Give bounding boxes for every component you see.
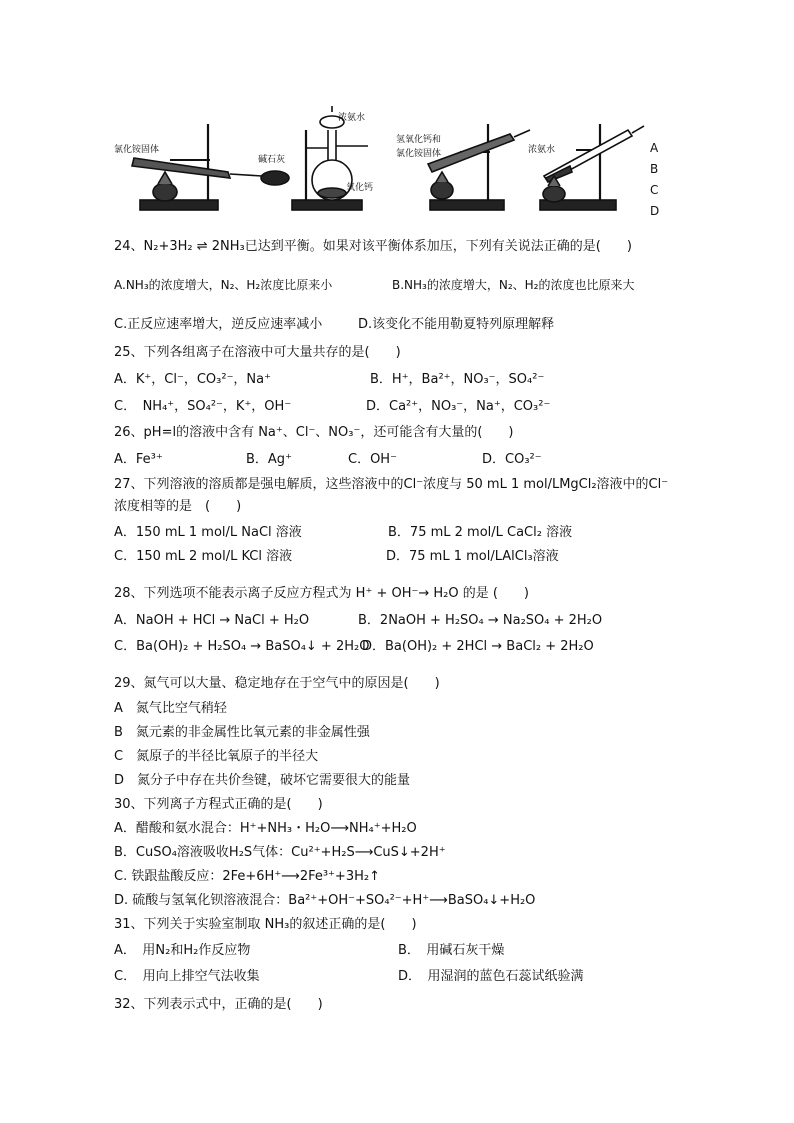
q31-option-d: D． 用湿润的蓝色石蕊试纸验满: [398, 969, 584, 984]
option-letter-c: C: [650, 183, 659, 197]
stand-base-a: [140, 200, 218, 210]
label-conc-ammonia-top: 浓氨水: [338, 113, 366, 123]
label-nh4cl-solid: 氯化铵固体: [114, 145, 160, 155]
q31-option-c: C． 用向上排空气法收集: [114, 969, 260, 984]
q27-stem-1: 27、下列溶液的溶质都是强电解质，这些溶液中的Cl⁻浓度与 50 mL 1 mol/LMgCl₂溶液中的Cl⁻: [114, 477, 669, 492]
q26-option-b: B．Ag⁺: [246, 452, 292, 467]
q30-stem: 30、下列离子方程式正确的是( ): [114, 797, 323, 812]
q30-option-c: C. 铁跟盐酸反应：2Fe+6H⁺⟶2Fe³⁺+3H₂↑: [114, 869, 380, 884]
q29-option-a: A 氮气比空气稍轻: [114, 701, 227, 716]
q29-option-b: B 氮元素的非金属性比氧元素的非金属性强: [114, 725, 370, 740]
q27-option-a: A．150 mL 1 mol/L NaCl 溶液: [114, 525, 302, 540]
q28-stem: 28、下列选项不能表示离子反应方程式为 H⁺ + OH⁻→ H₂O 的是 ( ): [114, 586, 529, 601]
q27-option-c: C．150 mL 2 mol/L KCl 溶液: [114, 549, 293, 564]
q24-option-c: C.正反应速率增大，逆反应速率减小: [114, 317, 323, 332]
label-soda-lime: 碱石灰: [258, 155, 286, 165]
q30-option-a: A．醋酸和氨水混合：H⁺+NH₃・H₂O⟶NH₄⁺+H₂O: [114, 821, 417, 836]
q25-option-c: C． NH₄⁺，SO₄²⁻，K⁺，OH⁻: [114, 399, 292, 414]
q26-option-d: D．CO₃²⁻: [482, 452, 542, 467]
q27-option-d: D．75 mL 1 mol/LAlCl₃溶液: [386, 549, 559, 564]
q31-stem: 31、下列关于实验室制取 NH₃的叙述正确的是( ): [114, 917, 417, 932]
q28-option-a: A．NaOH + HCl → NaCl + H₂O: [114, 613, 310, 628]
q28-option-b: B．2NaOH + H₂SO₄ → Na₂SO₄ + 2H₂O: [358, 613, 603, 628]
q24-option-b: B.NH₃的浓度增大，N₂、H₂的浓度也比原来大: [392, 278, 635, 292]
q27-option-b: B．75 mL 2 mol/L CaCl₂ 溶液: [388, 525, 573, 540]
apparatus-figure: [110, 100, 670, 222]
option-letter-d: D: [650, 204, 660, 218]
q26-option-c: C．OH⁻: [348, 452, 397, 467]
q24-option-a: A.NH₃的浓度增大，N₂、H₂浓度比原来小: [114, 278, 333, 292]
q29-option-d: D 氮分子中存在共价叁键，破坏它需要很大的能量: [114, 773, 411, 788]
q29-stem: 29、氮气可以大量、稳定地存在于空气中的原因是( ): [114, 676, 440, 691]
q31-option-b: B． 用碱石灰干燥: [398, 943, 505, 958]
q25-option-b: B．H⁺，Ba²⁺，NO₃⁻，SO₄²⁻: [370, 372, 545, 387]
q27-stem-2: 浓度相等的是 ( ): [114, 499, 242, 514]
label-caoh2-1: 氢氧化钙和: [396, 135, 442, 145]
label-cao: 氧化钙: [346, 183, 374, 193]
apparatus-drawing: [110, 100, 670, 222]
label-caoh2-2: 氯化铵固体: [396, 149, 442, 159]
option-letter-a: A: [650, 141, 659, 155]
q30-option-b: B．CuSO₄溶液吸收H₂S气体：Cu²⁺+H₂S⟶CuS↓+2H⁺: [114, 845, 446, 860]
q25-option-d: D．Ca²⁺，NO₃⁻，Na⁺，CO₃²⁻: [366, 399, 551, 414]
q28-option-c: C．Ba(OH)₂ + H₂SO₄ → BaSO₄↓ + 2H₂O: [114, 639, 370, 654]
q32-stem: 32、下列表示式中，正确的是( ): [114, 997, 323, 1012]
q24-option-d: D.该变化不能用勒夏特列原理解释: [358, 317, 555, 332]
label-conc-ammonia-right: 浓氨水: [528, 145, 556, 155]
q30-option-d: D. 硫酸与氢氧化钡溶液混合：Ba²⁺+OH⁻+SO₄²⁻+H⁺⟶BaSO₄↓+H₂O: [114, 893, 536, 908]
q24-stem: 24、N₂+3H₂ ⇌ 2NH₃已达到平衡。如果对该平衡体系加压，下列有关说法正确的是( ): [114, 239, 632, 254]
q28-option-d: D．Ba(OH)₂ + 2HCl → BaCl₂ + 2H₂O: [362, 639, 594, 654]
q26-option-a: A．Fe³⁺: [114, 452, 163, 467]
q25-stem: 25、下列各组离子在溶液中可大量共存的是( ): [114, 345, 401, 360]
q25-option-a: A．K⁺，Cl⁻，CO₃²⁻，Na⁺: [114, 372, 271, 387]
option-letter-b: B: [650, 162, 659, 176]
q31-option-a: A． 用N₂和H₂作反应物: [114, 943, 251, 958]
q26-stem: 26、pH=l的溶液中含有 Na⁺、Cl⁻、NO₃⁻，还可能含有大量的( ): [114, 425, 514, 440]
q29-option-c: C 氮原子的半径比氧原子的半径大: [114, 749, 319, 764]
